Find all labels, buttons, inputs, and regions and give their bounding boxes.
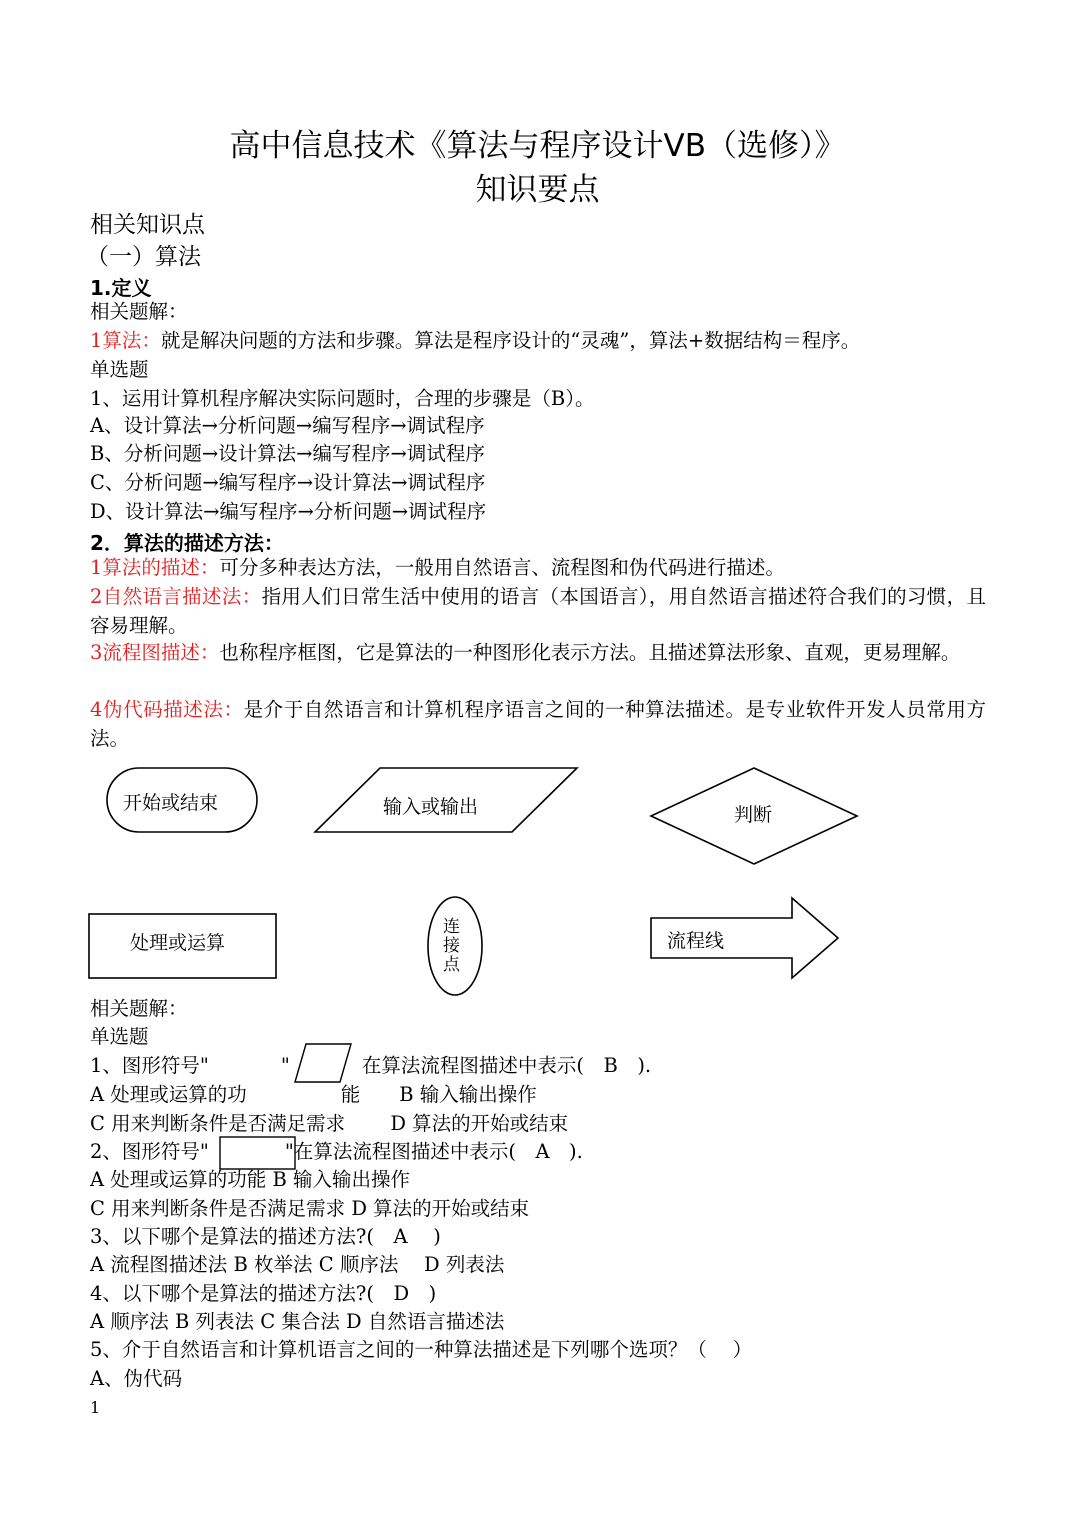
question-1-option-b: B、分析问题→设计算法→编写程序→调试程序 — [90, 442, 485, 465]
description-1-term: 1算法的描述： — [90, 556, 220, 579]
question-1-option-a: A、设计算法→分析问题→编写程序→调试程序 — [90, 414, 485, 437]
shape-question-2-prefix: 2、图形符号" — [90, 1140, 209, 1163]
description-2-text: 指用人们日常生活中使用的语言（本国语言），用自然语言描述符合我们的习惯，且容易理解。 — [90, 585, 986, 637]
shape-question-1-option-a: A 处理或运算的功 — [90, 1083, 247, 1106]
heading-section-algorithm: （一）算法 — [86, 244, 201, 270]
shape-question-2-suffix: "在算法流程图描述中表示( A ). — [284, 1140, 583, 1163]
subheading-description-methods: 2．算法的描述方法： — [90, 531, 284, 555]
question-4-options: A 顺序法 B 列表法 C 集合法 D 自然语言描述法 — [90, 1310, 505, 1333]
shape-question-1-suffix: 在算法流程图描述中表示( B ). — [361, 1054, 652, 1077]
shape-question-1-options-1 — [90, 1080, 537, 1109]
shape-question-1-option-b: 能 B 输入输出操作 — [340, 1083, 537, 1106]
subheading-definition: 1.定义 — [90, 276, 152, 300]
description-4-text: 是介于自然语言和计算机程序语言之间的一种算法描述。是专业软件开发人员常用方法。 — [90, 698, 986, 750]
question-1: 1、运用计算机程序解决实际问题时，合理的步骤是（B）。 — [90, 387, 595, 410]
description-3-text: 也称程序框图，它是算法的一种图形化表示方法。且描述算法形象、直观，更易理解。 — [219, 641, 961, 664]
description-2-term: 2自然语言描述法： — [90, 585, 262, 608]
label-process: 处理或运算 — [130, 932, 226, 954]
document-subtitle: 知识要点 — [475, 172, 600, 208]
related-problems-label-2: 相关题解： — [90, 997, 188, 1020]
label-start-end: 开始或结束 — [123, 792, 219, 814]
label-input-output: 输入或输出 — [383, 796, 479, 818]
question-1-option-d: D、设计算法→编写程序→分析问题→调试程序 — [90, 500, 487, 523]
shape-question-1-quote: " — [280, 1054, 290, 1077]
label-decision: 判断 — [734, 804, 773, 826]
shape-question-1 — [90, 1051, 651, 1080]
definition-text: 就是解决问题的方法和步骤。算法是程序设计的“灵魂”，算法+数据结构＝程序。 — [160, 329, 861, 352]
shape-question-2-options-2: C 用来判断条件是否满足需求 D 算法的开始或结束 — [90, 1197, 530, 1220]
shape-question-2-options-1: A 处理或运算的功能 B 输入输出操作 — [90, 1168, 411, 1191]
document-title: 高中信息技术《算法与程序设计VB（选修）》 — [229, 128, 846, 164]
label-connector: 连接点 — [443, 917, 460, 975]
single-choice-label: 单选题 — [90, 358, 149, 381]
label-flowline: 流程线 — [667, 930, 725, 952]
shape-question-2 — [90, 1137, 583, 1166]
shape-question-1-prefix: 1、图形符号" — [90, 1054, 209, 1077]
question-4: 4、以下哪个是算法的描述方法?( D ) — [90, 1282, 437, 1305]
question-5: 5、介于自然语言和计算机语言之间的一种算法描述是下列哪个选项？（ ） — [90, 1338, 753, 1361]
question-3: 3、以下哪个是算法的描述方法?( A ) — [90, 1225, 441, 1248]
question-1-option-c: C、分析问题→编写程序→设计算法→调试程序 — [90, 471, 486, 494]
description-4-term: 4伪代码描述法： — [90, 698, 244, 721]
description-3-term: 3流程图描述： — [90, 641, 220, 664]
page-number: 1 — [90, 1398, 101, 1417]
definition-term: 1算法： — [90, 329, 161, 352]
related-problems-label: 相关题解： — [90, 300, 188, 323]
shape-question-1-options-2: C 用来判断条件是否满足需求 D 算法的开始或结束 — [90, 1112, 569, 1135]
description-1-text: 可分多种表达方法，一般用自然语言、流程图和伪代码进行描述。 — [219, 556, 785, 579]
heading-related-points: 相关知识点 — [90, 212, 205, 238]
single-choice-label-2: 单选题 — [90, 1025, 149, 1048]
question-3-options: A 流程图描述法 B 枚举法 C 顺序法 D 列表法 — [90, 1253, 505, 1276]
question-5-option-a: A、伪代码 — [90, 1367, 183, 1390]
